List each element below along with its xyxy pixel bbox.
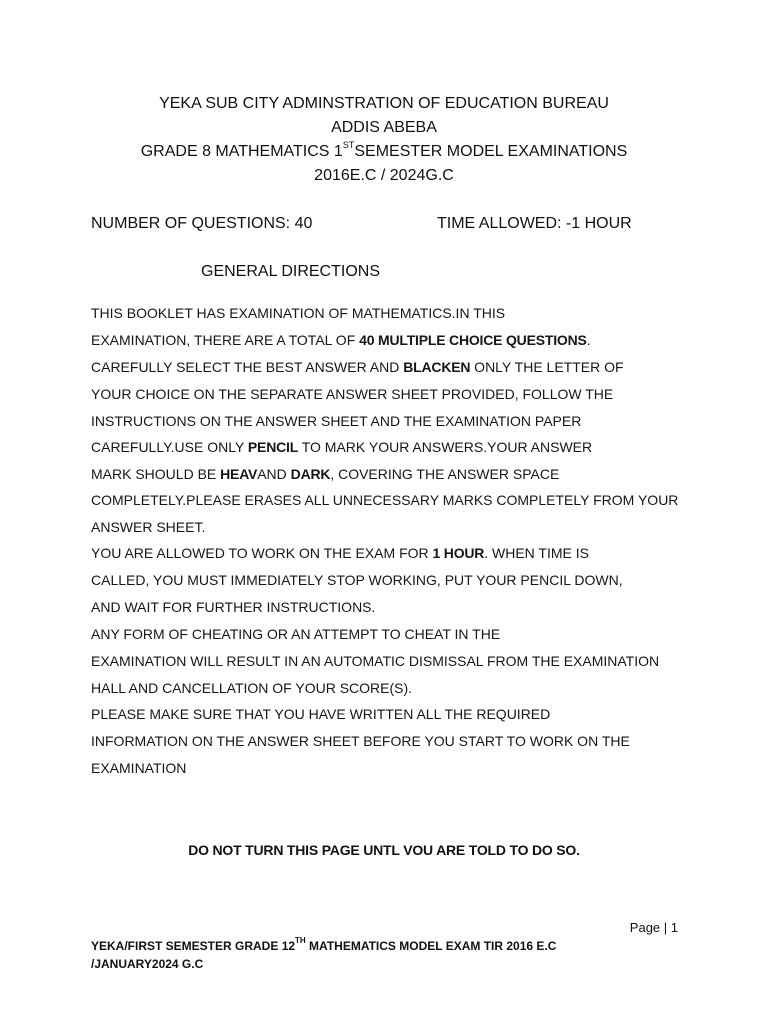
direction-line-18: EXAMINATION [91, 760, 187, 776]
footer-line-1 [91, 938, 556, 954]
direction-line-6a: CAREFULLY.USE ONLY [91, 439, 248, 455]
direction-line-10-emphasis: 1 HOUR [432, 545, 485, 561]
time-allowed: TIME ALLOWED: -1 HOUR [437, 215, 632, 232]
direction-line-13: ANY FORM OF CHEATING OR AN ATTEMPT TO CHEAT IN THE [91, 626, 501, 642]
footer-line-1-pre: YEKA/FIRST SEMESTER GRADE 12 [91, 939, 296, 953]
direction-line-2 [91, 331, 591, 349]
exam-title [0, 139, 768, 162]
direction-line-15: HALL AND CANCELLATION OF YOUR SCORE(S). [91, 680, 413, 696]
direction-line-6 [91, 438, 592, 456]
direction-line-2a: EXAMINATION, THERE ARE A TOTAL OF [91, 332, 360, 348]
direction-line-2-emphasis: 40 MULTIPLE CHOICE QUESTIONS [359, 332, 587, 348]
footer-line-2: /JANUARY2024 G.C [91, 957, 204, 971]
direction-line-4: YOUR CHOICE ON THE SEPARATE ANSWER SHEET PROVIDED, FOLLOW THE [91, 386, 614, 402]
page-number: Page | 1 [629, 920, 678, 935]
direction-line-14: EXAMINATION WILL RESULT IN AN AUTOMATIC DISMISSAL FROM THE EXAMINATION [91, 653, 660, 669]
direction-line-7c: AND [257, 466, 291, 482]
exam-year: 2016E.C / 2024G.C [314, 167, 454, 184]
direction-line-9: ANSWER SHEET. [91, 519, 206, 535]
direction-line-8: COMPLETELY.PLEASE ERASES ALL UNNECESSARY MARKS COMPLETELY FROM YOUR [91, 492, 679, 508]
direction-line-3c: ONLY THE LETTER OF [470, 359, 624, 375]
direction-line-7e: , COVERING THE ANSWER SPACE [330, 466, 560, 482]
direction-line-10 [91, 544, 589, 562]
footer-line-1-sup: TH [295, 936, 306, 945]
direction-line-7-emphasis-2: DARK [290, 466, 331, 482]
direction-line-12: AND WAIT FOR FURTHER INSTRUCTIONS. [91, 599, 376, 615]
direction-line-17: INFORMATION ON THE ANSWER SHEET BEFORE YOU START TO WORK ON THE [91, 733, 630, 749]
footer-line-1-post: MATHEMATICS MODEL EXAM TIR 2016 E.C [305, 939, 557, 953]
exam-title-pre: GRADE 8 MATHEMATICS 1 [140, 143, 343, 160]
directions-title: GENERAL DIRECTIONS [201, 263, 380, 280]
city-title: ADDIS ABEBA [331, 119, 437, 136]
direction-line-10a: YOU ARE ALLOWED TO WORK ON THE EXAM FOR [91, 545, 433, 561]
direction-line-11: CALLED, YOU MUST IMMEDIATELY STOP WORKING, PUT YOUR PENCIL DOWN, [91, 572, 623, 588]
number-of-questions: NUMBER OF QUESTIONS: 40 [91, 215, 313, 232]
direction-line-10c: . WHEN TIME IS [484, 545, 589, 561]
bureau-title: YEKA SUB CITY ADMINSTRATION OF EDUCATION BUREAU [159, 95, 609, 112]
direction-line-6-emphasis: PENCIL [247, 439, 299, 455]
do-not-turn-warning: DO NOT TURN THIS PAGE UNTL VOU ARE TOLD TO DO SO. [188, 842, 580, 858]
direction-line-7a: MARK SHOULD BE [91, 466, 221, 482]
exam-title-sup: ST [342, 139, 355, 150]
direction-line-5: INSTRUCTIONS ON THE ANSWER SHEET AND THE EXAMINATION PAPER [91, 413, 582, 429]
exam-title-post: SEMESTER MODEL EXAMINATIONS [354, 143, 628, 160]
direction-line-1: THIS BOOKLET HAS EXAMINATION OF MATHEMATICS.IN THIS [91, 305, 506, 321]
direction-line-3-emphasis: BLACKEN [403, 359, 471, 375]
direction-line-7-emphasis-1: HEAV [220, 466, 258, 482]
direction-line-3 [91, 358, 624, 376]
direction-line-2c: . [586, 332, 591, 348]
direction-line-16: PLEASE MAKE SURE THAT YOU HAVE WRITTEN ALL THE REQUIRED [91, 706, 551, 722]
direction-line-3a: CAREFULLY SELECT THE BEST ANSWER AND [91, 359, 404, 375]
direction-line-7 [91, 465, 559, 483]
direction-line-6c: TO MARK YOUR ANSWERS.YOUR ANSWER [298, 439, 593, 455]
